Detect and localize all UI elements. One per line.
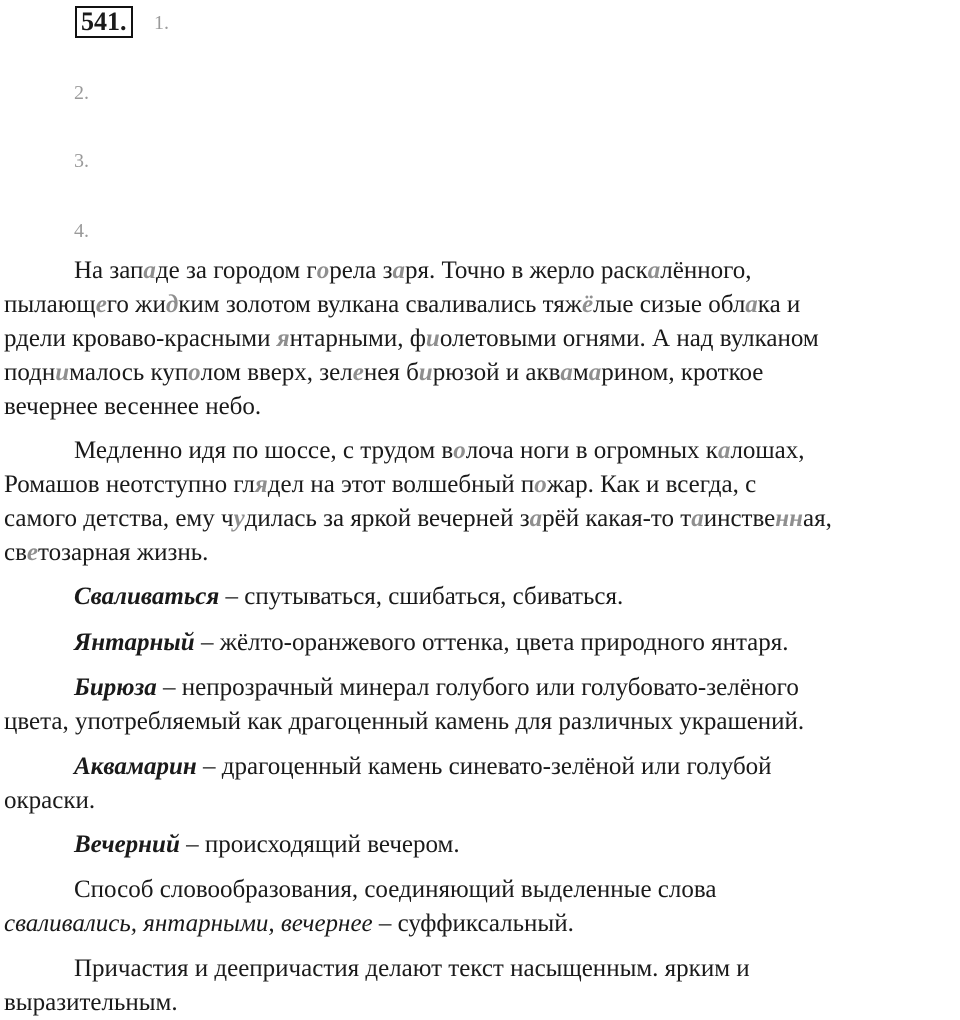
text-segment: дел на этот волшебный п (267, 471, 535, 498)
text-segment: нтарными, ф (289, 325, 426, 352)
text-segment: рдели кроваво-красными (4, 325, 277, 352)
text-segment: олетовыми огнями. А над вулканом (439, 325, 819, 352)
conclusion-text: выразительным. (4, 989, 178, 1016)
text-segment: св (4, 539, 27, 566)
text-line (4, 356, 959, 390)
definition-text: – жёлто-оранжевого оттенка, цвета природного янтаря. (194, 629, 789, 656)
highlighted-letter: а (392, 257, 405, 284)
definition (4, 580, 959, 614)
highlighted-letter: и (418, 359, 433, 386)
text-segment: го жи (106, 291, 166, 318)
text-segment: Медленно идя по шоссе, с трудом в (74, 437, 454, 464)
text-line (4, 288, 959, 322)
highlighted-letter: а (647, 257, 661, 284)
text-segment: лом вверх, зел (200, 359, 353, 386)
text-line (4, 322, 959, 356)
definition (4, 828, 959, 862)
text-segment: дилась за яркой вечерней з (244, 505, 530, 532)
paragraph-sunset (4, 254, 959, 424)
definition-term: Вечерний (74, 831, 180, 858)
text-line (4, 434, 959, 468)
highlighted-letter: о (534, 471, 547, 498)
text-segment: ря. Точно в жерло раск (405, 257, 648, 284)
highlighted-letter: д (165, 291, 179, 318)
highlighted-letter: и (55, 359, 70, 386)
highlighted-letter: е (95, 291, 107, 318)
list-number: 3. (74, 150, 89, 172)
text-line (4, 468, 959, 502)
highlighted-letter: а (745, 291, 758, 318)
definition-term: Аквамарин (74, 753, 197, 780)
conclusion (4, 952, 959, 1020)
text-segment: де за городом г (155, 257, 317, 284)
definition-text: цвета, употребляемый как драгоценный камень для различных украшений. (4, 708, 805, 735)
text-segment: подн (4, 359, 56, 386)
highlighted-letter: у (233, 505, 245, 532)
definition-term: Бирюза (74, 674, 157, 701)
definition-text: окраски. (4, 787, 96, 814)
text-segment: малось куп (69, 359, 189, 386)
text-segment: ая, (803, 505, 832, 532)
highlighted-letter: ё (582, 291, 594, 318)
text-segment: лоча ноги в огромных к (465, 437, 718, 464)
text-segment: лошах, (730, 437, 805, 464)
text-segment: Ромашов неотступно гл (4, 471, 255, 498)
text-segment: ка и (757, 291, 801, 318)
list-number: 2. (74, 82, 89, 104)
highlighted-letter: о (188, 359, 201, 386)
text-segment: На зап (74, 257, 144, 284)
text-line (4, 536, 959, 570)
exercise-number: 541. (75, 6, 133, 38)
note-text: – суффиксальный. (372, 910, 574, 937)
definition-text: – непрозрачный минерал голубого или голубовато-зелёного (156, 674, 799, 701)
definition-term: Янтарный (74, 629, 195, 656)
highlighted-letter: а (717, 437, 731, 464)
definition (4, 750, 959, 818)
highlighted-letter: о (453, 437, 466, 464)
text-line (4, 254, 959, 288)
text-segment: рином, кроткое (601, 359, 764, 386)
highlighted-letter: нн (775, 505, 803, 532)
definition-term: Сваливаться (74, 583, 220, 610)
note-text: Способ словообразования, соединяющий выделенные слова (74, 876, 717, 903)
text-segment: пылающ (4, 291, 96, 318)
definition (4, 671, 959, 739)
highlighted-words: сваливались, янтарными, вечернее (4, 910, 373, 937)
text-segment: рюзой и акв (432, 359, 561, 386)
highlighted-letter: я (254, 471, 268, 498)
highlighted-letter: а (143, 257, 156, 284)
text-segment: жар. Как и всегда, с (546, 471, 757, 498)
text-segment: м (572, 359, 589, 386)
definition-text: – спутываться, сшибаться, сбиваться. (219, 583, 624, 610)
text-line (4, 502, 959, 536)
highlighted-letter: я (276, 325, 290, 352)
text-line (4, 390, 959, 424)
list-number: 1. (154, 12, 169, 34)
text-segment: тозарная жизнь. (38, 539, 209, 566)
highlighted-letter: е (26, 539, 39, 566)
list-number: 4. (74, 220, 89, 242)
highlighted-letter: а (529, 505, 543, 532)
text-segment: лённого, (660, 257, 752, 284)
highlighted-letter: о (316, 257, 330, 284)
highlighted-letter: е (352, 359, 364, 386)
text-segment: лые сизые обл (593, 291, 746, 318)
text-segment: вечернее весеннее небо. (4, 393, 262, 420)
text-segment: самого детства, ему ч (4, 505, 234, 532)
highlighted-letter: и (425, 325, 440, 352)
text-segment: инстве (703, 505, 776, 532)
text-segment: рёй какая-то т (542, 505, 692, 532)
text-segment: ким золотом вулкана сваливались тяж (178, 291, 582, 318)
definition-text: – драгоценный камень синевато-зелёной или голубой (196, 753, 772, 780)
definition (4, 626, 959, 660)
definition-text: – происходящий вечером. (179, 831, 460, 858)
text-segment: нея б (363, 359, 419, 386)
conclusion-text: Причастия и деепричастия делают текст насыщенным. ярким и (74, 955, 750, 982)
paragraph-romashov (4, 434, 959, 570)
word-formation-note (4, 873, 959, 941)
highlighted-letter: а (691, 505, 704, 532)
text-segment: рела з (329, 257, 393, 284)
highlighted-letter: а (560, 359, 573, 386)
highlighted-letter: а (588, 359, 602, 386)
